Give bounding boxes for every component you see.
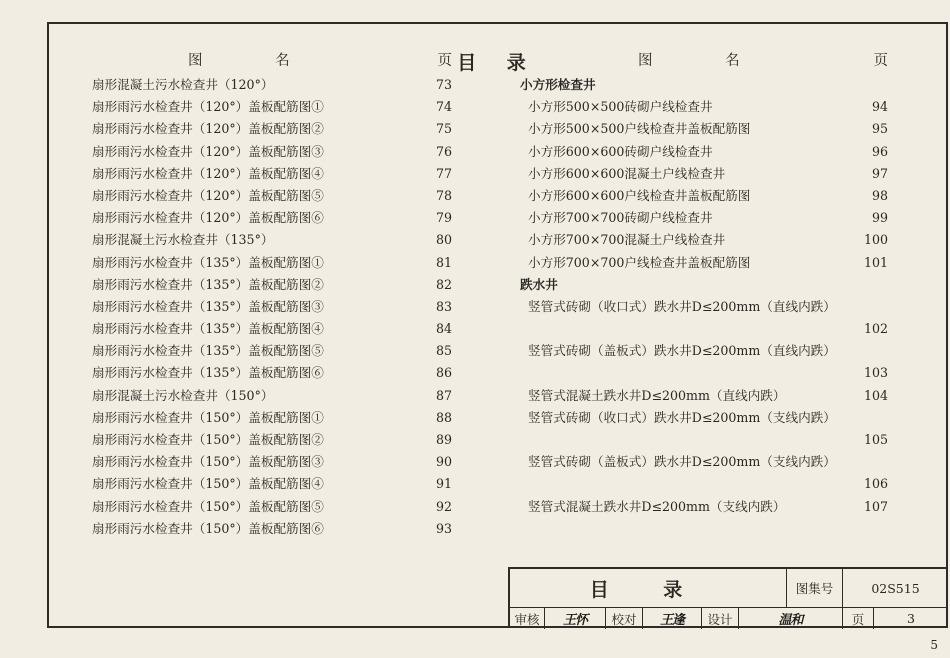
header-page: 页 bbox=[437, 53, 452, 69]
toc-entry bbox=[520, 407, 888, 451]
toc-entry-page: 93 bbox=[435, 520, 452, 536]
toc-entry-name: 小方形检查井 bbox=[520, 77, 596, 92]
toc-entry bbox=[92, 185, 452, 207]
toc-entry bbox=[520, 496, 888, 518]
toc-entry-name: 扇形雨污水检查井（150°）盖板配筋图③ bbox=[92, 454, 324, 470]
title-block-row-top bbox=[510, 569, 948, 608]
design-label: 设计 bbox=[707, 611, 733, 627]
toc-entry-page: 87 bbox=[435, 387, 452, 403]
toc-entry-page: 100 bbox=[863, 232, 888, 248]
toc-entry-name: 扇形雨污水检查井（135°）盖板配筋图③ bbox=[92, 298, 324, 314]
toc-entry bbox=[92, 96, 452, 118]
toc-entry bbox=[520, 229, 888, 251]
header-name: 图 名 bbox=[638, 53, 774, 69]
toc-entry-name: 小方形700×700户线检查井盖板配筋图 bbox=[528, 254, 751, 270]
toc-entry-name: 小方形700×700砖砌户线检查井 bbox=[528, 210, 713, 226]
title-block-title: 目 录 bbox=[589, 578, 707, 601]
toc-entry-name: 扇形雨污水检查井（120°）盖板配筋图⑤ bbox=[92, 187, 324, 203]
toc-left-list bbox=[92, 74, 452, 540]
toc-entry-name: 小方形600×600户线检查井盖板配筋图 bbox=[528, 187, 751, 203]
toc-entry bbox=[92, 141, 452, 163]
toc-entry bbox=[520, 118, 888, 140]
toc-right-header bbox=[520, 50, 888, 72]
toc-entry-name: 扇形雨污水检查井（150°）盖板配筋图④ bbox=[92, 476, 324, 492]
toc-right-column bbox=[520, 50, 888, 518]
toc-entry bbox=[92, 229, 452, 251]
toc-entry-page: 88 bbox=[435, 409, 452, 425]
toc-entry-page: 73 bbox=[435, 77, 452, 92]
toc-entry-page: 79 bbox=[435, 210, 452, 226]
toc-entry bbox=[92, 163, 452, 185]
toc-entry-name: 扇形雨污水检查井（120°）盖板配筋图② bbox=[92, 121, 324, 137]
toc-entry bbox=[520, 96, 888, 118]
toc-entry-name: 竖管式砖砌（盖板式）跌水井D≤200mm（直线内跌） bbox=[528, 343, 836, 359]
toc-entry-page: 75 bbox=[435, 121, 452, 137]
toc-entry-page: 99 bbox=[871, 210, 888, 226]
toc-entry bbox=[92, 451, 452, 473]
toc-entry bbox=[520, 185, 888, 207]
toc-entry-page: 77 bbox=[435, 165, 452, 181]
toc-entry bbox=[520, 74, 888, 96]
toc-entry-page: 107 bbox=[863, 498, 888, 514]
design-signature: 温和 bbox=[778, 613, 803, 628]
toc-entry bbox=[520, 451, 888, 495]
toc-entry-page: 102 bbox=[863, 321, 888, 337]
toc-entry-page: 90 bbox=[435, 454, 452, 470]
toc-entry-name: 扇形雨污水检查井（120°）盖板配筋图⑥ bbox=[92, 210, 324, 226]
toc-entry-name: 扇形雨污水检查井（150°）盖板配筋图① bbox=[92, 409, 324, 425]
toc-entry-page: 74 bbox=[435, 99, 452, 115]
toc-entry-name: 小方形600×600混凝土户线检查井 bbox=[528, 165, 726, 181]
sheet-number: 5 bbox=[930, 638, 938, 652]
toc-entry-name: 小方形700×700混凝土户线检查井 bbox=[528, 232, 726, 248]
atlas-no: 02S515 bbox=[871, 580, 920, 596]
toc-entry-page: 97 bbox=[871, 165, 888, 181]
toc-entry bbox=[92, 340, 452, 362]
page-number: 3 bbox=[907, 611, 915, 626]
toc-entry-name: 扇形雨污水检查井（120°）盖板配筋图① bbox=[92, 99, 324, 115]
check-label: 校对 bbox=[611, 611, 637, 627]
toc-entry bbox=[92, 207, 452, 229]
toc-entry-page: 104 bbox=[863, 387, 888, 403]
toc-left-column bbox=[92, 50, 452, 540]
toc-entry bbox=[92, 518, 452, 540]
toc-entry-name: 扇形雨污水检查井（150°）盖板配筋图⑤ bbox=[92, 498, 324, 514]
toc-entry-page: 78 bbox=[435, 187, 452, 203]
review-signature: 王怀 bbox=[562, 613, 587, 628]
toc-entry bbox=[520, 340, 888, 384]
page-title: 目 录 bbox=[457, 52, 538, 74]
toc-entry-page: 86 bbox=[435, 365, 452, 381]
title-block bbox=[508, 567, 948, 628]
toc-entry bbox=[92, 318, 452, 340]
toc-entry-name: 扇形混凝土污水检查井（150°） bbox=[92, 387, 274, 403]
toc-entry-name: 扇形雨污水检查井（150°）盖板配筋图⑥ bbox=[92, 520, 324, 536]
toc-entry-page: 106 bbox=[863, 476, 888, 492]
toc-entry-name: 小方形500×500户线检查井盖板配筋图 bbox=[528, 121, 751, 137]
toc-entry-page: 76 bbox=[435, 143, 452, 159]
toc-entry bbox=[520, 296, 888, 340]
toc-entry-name: 扇形雨污水检查井（135°）盖板配筋图② bbox=[92, 276, 324, 292]
toc-entry bbox=[92, 385, 452, 407]
toc-entry bbox=[92, 252, 452, 274]
toc-entry bbox=[520, 141, 888, 163]
toc-entry-name: 扇形混凝土污水检查井（120°） bbox=[92, 77, 274, 92]
toc-entry-name: 竖管式混凝土跌水井D≤200mm（直线内跌） bbox=[528, 387, 786, 403]
toc-entry-name: 竖管式砖砌（盖板式）跌水井D≤200mm（支线内跌） bbox=[528, 454, 836, 470]
toc-entry-page: 89 bbox=[435, 432, 452, 447]
check-signature: 王逢 bbox=[659, 613, 684, 628]
toc-entry-page: 82 bbox=[435, 276, 452, 292]
toc-entry bbox=[520, 207, 888, 229]
toc-entry-name: 扇形雨污水检查井（135°）盖板配筋图⑤ bbox=[92, 343, 324, 359]
toc-entry-page: 80 bbox=[435, 232, 452, 248]
toc-entry-name: 扇形雨污水检查井（135°）盖板配筋图④ bbox=[92, 321, 324, 337]
toc-entry-page: 83 bbox=[435, 298, 452, 314]
toc-entry-name: 竖管式砖砌（收口式）跌水井D≤200mm（支线内跌） bbox=[528, 409, 836, 425]
title-block-row-bottom bbox=[510, 608, 948, 629]
toc-entry-page: 101 bbox=[863, 254, 888, 270]
toc-entry bbox=[92, 407, 452, 429]
toc-entry-page: 105 bbox=[863, 432, 888, 448]
toc-entry-name: 扇形雨污水检查井（120°）盖板配筋图④ bbox=[92, 165, 324, 181]
toc-entry bbox=[92, 362, 452, 384]
toc-entry bbox=[92, 429, 452, 451]
toc-entry-page: 95 bbox=[871, 121, 888, 137]
toc-entry-name: 扇形混凝土污水检查井（135°） bbox=[92, 232, 274, 248]
toc-entry-name: 竖管式混凝土跌水井D≤200mm（支线内跌） bbox=[528, 498, 786, 514]
toc-entry-name: 扇形雨污水检查井（150°）盖板配筋图② bbox=[92, 432, 324, 447]
toc-entry bbox=[92, 274, 452, 296]
toc-entry-name: 扇形雨污水检查井（120°）盖板配筋图③ bbox=[92, 143, 324, 159]
toc-entry-name: 小方形600×600砖砌户线检查井 bbox=[528, 143, 713, 159]
review-label: 审核 bbox=[514, 611, 540, 627]
toc-entry-name: 扇形雨污水检查井（135°）盖板配筋图⑥ bbox=[92, 365, 324, 381]
toc-entry-page: 103 bbox=[863, 365, 888, 381]
toc-entry bbox=[92, 496, 452, 518]
toc-entry-name: 跌水井 bbox=[520, 276, 558, 292]
toc-entry bbox=[92, 74, 452, 96]
toc-entry bbox=[520, 385, 888, 407]
toc-entry-page: 85 bbox=[435, 343, 452, 359]
toc-left-header bbox=[92, 50, 452, 72]
toc-entry bbox=[520, 163, 888, 185]
toc-entry-page: 94 bbox=[871, 99, 888, 115]
toc-entry-name: 小方形500×500砖砌户线检查井 bbox=[528, 99, 713, 115]
header-name: 图 名 bbox=[188, 53, 324, 69]
toc-entry bbox=[92, 473, 452, 495]
toc-entry-page: 81 bbox=[435, 254, 452, 270]
toc-entry bbox=[520, 252, 888, 274]
atlas-no-label: 图集号 bbox=[795, 581, 834, 596]
toc-entry-page: 91 bbox=[435, 476, 452, 492]
toc-entry-name: 扇形雨污水检查井（135°）盖板配筋图① bbox=[92, 254, 324, 270]
toc-entry-page: 92 bbox=[435, 498, 452, 514]
toc-entry bbox=[520, 274, 888, 296]
toc-entry-name: 竖管式砖砌（收口式）跌水井D≤200mm（直线内跌） bbox=[528, 298, 836, 314]
toc-right-list bbox=[520, 74, 888, 518]
header-page: 页 bbox=[873, 53, 888, 69]
toc-entry bbox=[92, 296, 452, 318]
toc-entry-page: 98 bbox=[871, 187, 888, 203]
toc-entry-page: 84 bbox=[435, 321, 452, 337]
page-label: 页 bbox=[851, 611, 865, 627]
toc-entry bbox=[92, 118, 452, 140]
toc-entry-page: 96 bbox=[871, 143, 888, 159]
